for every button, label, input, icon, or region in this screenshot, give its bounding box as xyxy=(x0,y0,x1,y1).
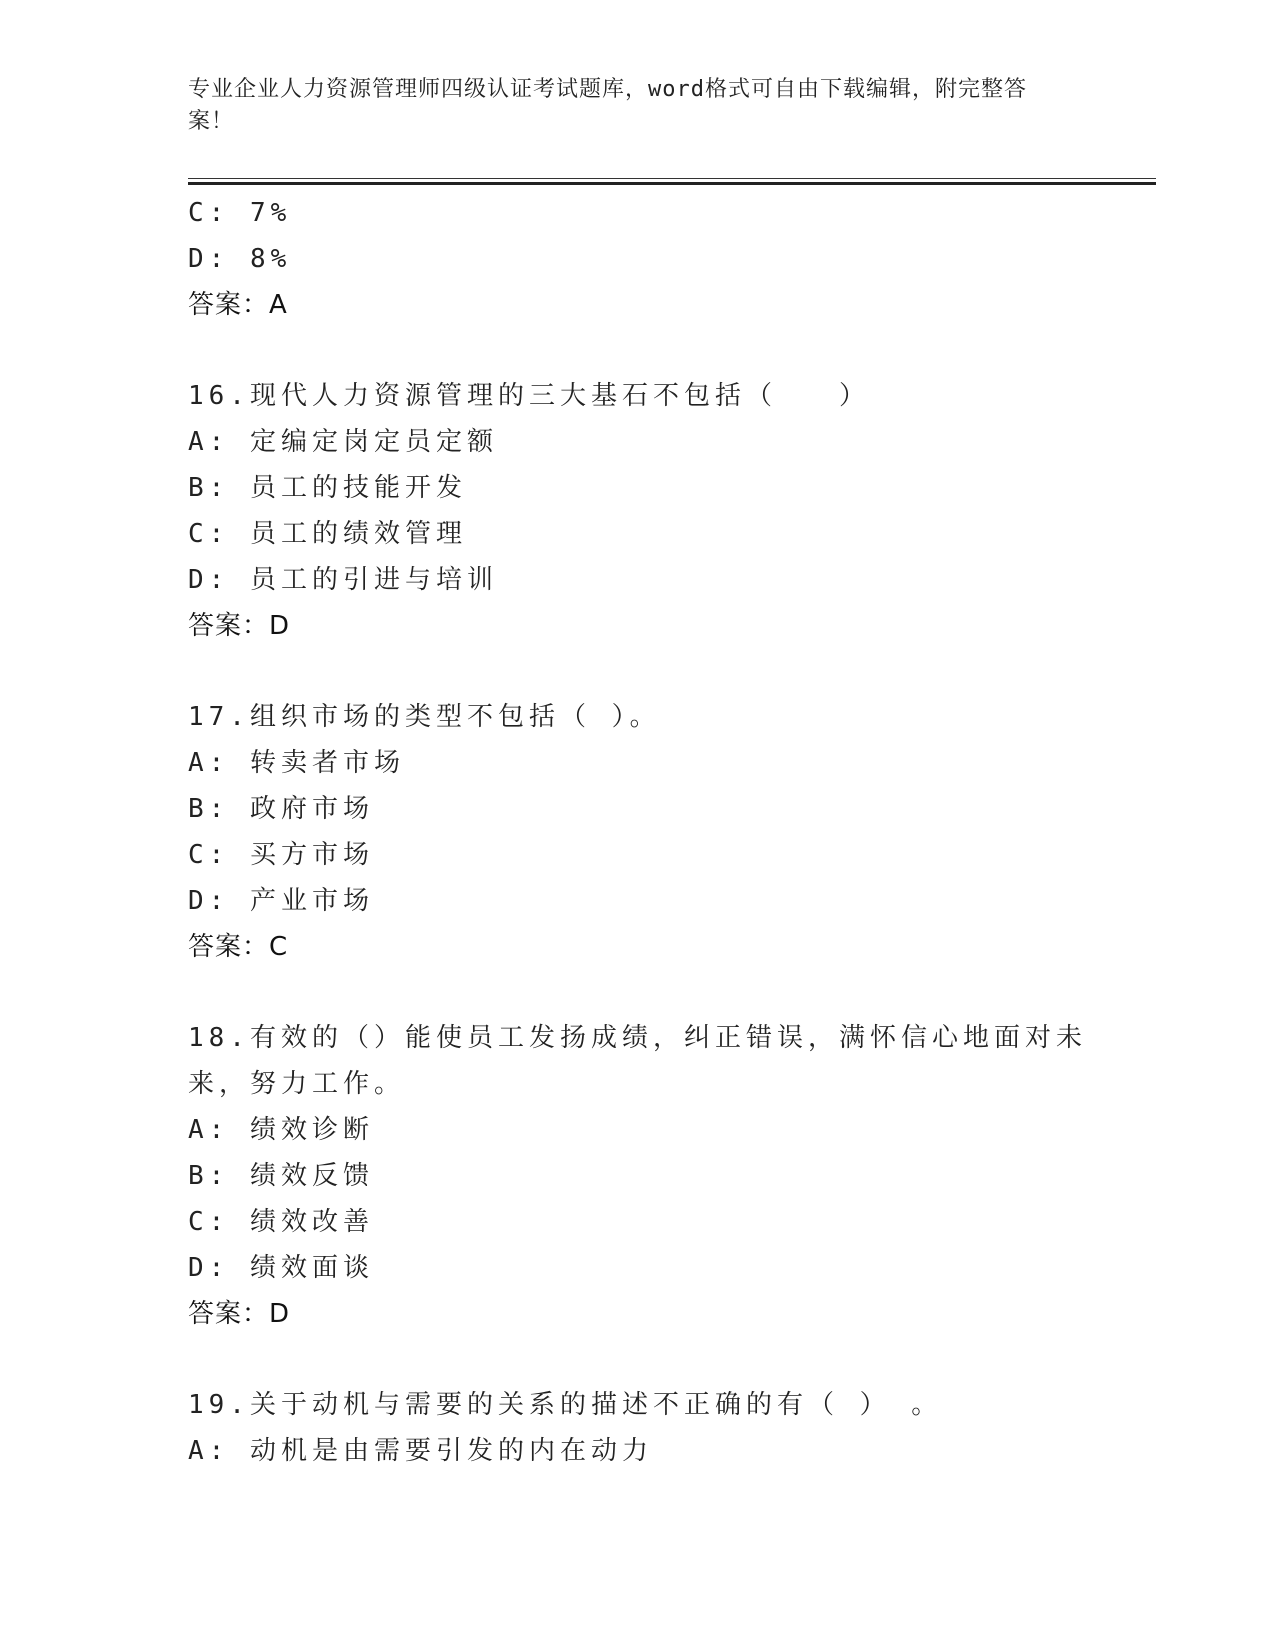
question-list xyxy=(188,190,1156,1474)
option-d: D: 产业市场 xyxy=(188,886,374,916)
option-d: D: 员工的引进与培训 xyxy=(188,565,498,595)
option-c: C: 买方市场 xyxy=(188,840,374,870)
question-stem: 16.现代人力资源管理的三大基石不包括（ ） xyxy=(188,381,870,411)
option-a: A: 定编定岗定员定额 xyxy=(188,427,498,457)
answer-line: 答案：C xyxy=(188,932,289,962)
header-divider-thick xyxy=(188,182,1156,185)
header-divider-thin xyxy=(188,178,1156,179)
previous-question-tail xyxy=(188,190,1156,328)
option-a: A: 转卖者市场 xyxy=(188,748,405,778)
option-b: B: 绩效反馈 xyxy=(188,1161,374,1191)
option-a: A: 绩效诊断 xyxy=(188,1115,374,1145)
answer-line: 答案：A xyxy=(188,290,288,320)
question-stem: 17.组织市场的类型不包括（ ）。 xyxy=(188,702,661,732)
answer-line: 答案：D xyxy=(188,611,291,641)
question-16 xyxy=(188,373,1156,649)
option-c: C: 员工的绩效管理 xyxy=(188,519,467,549)
question-19 xyxy=(188,1382,1156,1474)
option-c: C: 7% xyxy=(188,198,292,228)
option-d: D: 8% xyxy=(188,244,292,274)
document-header: 专业企业人力资源管理师四级认证考试题库，word格式可自由下载编辑，附完整答案！ xyxy=(188,77,1027,134)
option-c: C: 绩效改善 xyxy=(188,1207,374,1237)
option-b: B: 政府市场 xyxy=(188,794,374,824)
option-a: A: 动机是由需要引发的内在动力 xyxy=(188,1436,653,1466)
option-b: B: 员工的技能开发 xyxy=(188,473,467,503)
question-17 xyxy=(188,694,1156,970)
question-stem: 18.有效的（）能使员工发扬成绩，纠正错误，满怀信心地面对未来，努力工作。 xyxy=(188,1023,1087,1099)
question-18 xyxy=(188,1015,1156,1337)
question-stem: 19.关于动机与需要的关系的描述不正确的有（ ） 。 xyxy=(188,1390,943,1420)
option-d: D: 绩效面谈 xyxy=(188,1253,374,1283)
answer-line: 答案：D xyxy=(188,1299,291,1329)
